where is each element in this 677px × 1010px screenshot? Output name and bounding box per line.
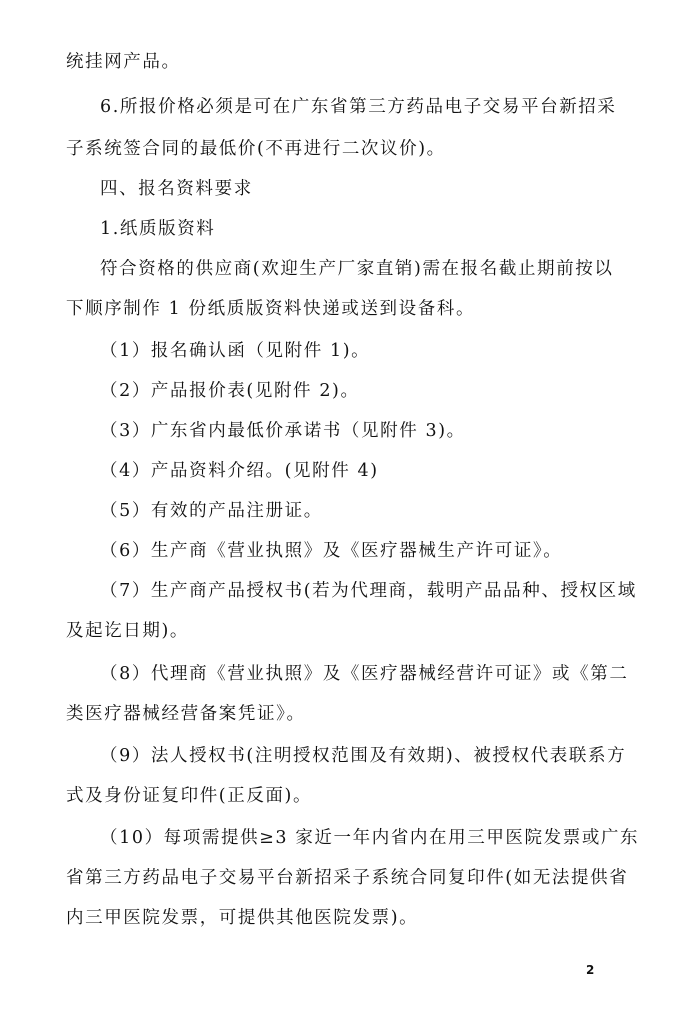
list-item-10-cont: 内三甲医院发票，可提供其他医院发票)。 bbox=[66, 908, 419, 928]
paragraph-line: 符合资格的供应商(欢迎生产厂家直销)需在报名截止期前按以 bbox=[100, 259, 614, 279]
list-item-3: （3）广东省内最低价承诺书（见附件 3)。 bbox=[100, 421, 466, 441]
subsection-heading: 1.纸质版资料 bbox=[100, 219, 216, 239]
list-item-4: （4）产品资料介绍。(见附件 4) bbox=[100, 461, 379, 481]
text-line-item-6: 6.所报价格必须是可在广东省第三方药品电子交易平台新招采 bbox=[100, 97, 617, 117]
list-item-10-cont: 省第三方药品电子交易平台新招采子系统合同复印件(如无法提供省 bbox=[66, 868, 629, 888]
list-item-10: （10）每项需提供≥3 家近一年内省内在用三甲医院发票或广东 bbox=[100, 828, 640, 848]
list-item-2: （2）产品报价表(见附件 2)。 bbox=[100, 381, 360, 401]
list-item-7: （7）生产商产品授权书(若为代理商，载明产品品种、授权区域 bbox=[100, 581, 637, 601]
paragraph-line: 下顺序制作 1 份纸质版资料快递或送到设备科。 bbox=[66, 299, 476, 319]
text-line-item-6-cont: 子系统签合同的最低价(不再进行二次议价)。 bbox=[66, 139, 446, 159]
list-item-1: （1）报名确认函（见附件 1)。 bbox=[100, 341, 371, 361]
list-item-5: （5）有效的产品注册证。 bbox=[100, 501, 323, 521]
list-item-9: （9）法人授权书(注明授权范围及有效期)、被授权代表联系方 bbox=[100, 746, 627, 766]
text-line-continuation: 统挂网产品。 bbox=[66, 52, 181, 72]
section-heading: 四、报名资料要求 bbox=[100, 179, 253, 199]
list-item-8-cont: 类医疗器械经营备案凭证》。 bbox=[66, 704, 306, 724]
list-item-9-cont: 式及身份证复印件(正反面)。 bbox=[66, 786, 313, 806]
list-item-6: （6）生产商《营业执照》及《医疗器械生产许可证》。 bbox=[100, 541, 563, 561]
page-number: 2 bbox=[586, 963, 595, 977]
list-item-8: （8）代理商《营业执照》及《医疗器械经营许可证》或《第二 bbox=[100, 664, 629, 684]
list-item-7-cont: 及起讫日期)。 bbox=[66, 621, 190, 641]
